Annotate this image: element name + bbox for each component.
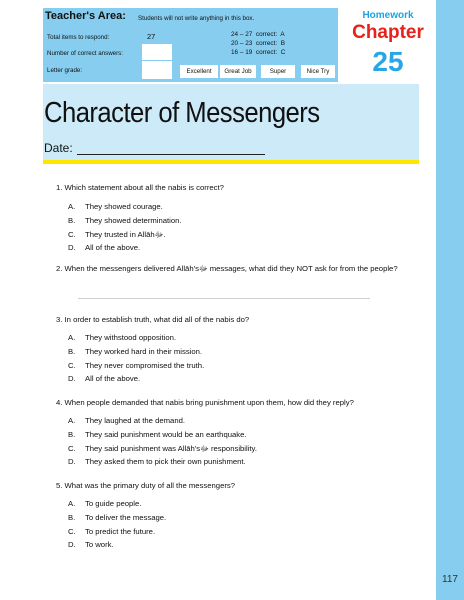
question-5: 5. What was the primary duty of all the messengers? bbox=[56, 481, 236, 490]
option-letter: D. bbox=[68, 457, 76, 466]
title-band bbox=[43, 84, 419, 160]
option-text[interactable]: To deliver the message. bbox=[85, 513, 167, 522]
question-1: 1. Which statement about all the nabis is correct? bbox=[56, 183, 224, 192]
option-text[interactable]: They never compromised the truth. bbox=[85, 361, 205, 370]
option-letter: A. bbox=[68, 499, 76, 508]
correct-answers-label: Number of correct answers: bbox=[47, 50, 123, 57]
option-text[interactable]: To predict the future. bbox=[85, 527, 156, 536]
date-label: Date: bbox=[44, 141, 73, 155]
date-input-line[interactable] bbox=[77, 154, 265, 155]
teacher-area bbox=[43, 8, 338, 82]
grade-scale-c: 16 – 19 correct: C bbox=[231, 49, 286, 56]
letter-grade-field[interactable] bbox=[142, 61, 172, 79]
correct-answers-field[interactable] bbox=[142, 44, 172, 60]
option-text[interactable]: They withstood opposition. bbox=[85, 333, 177, 342]
teacher-area-note: Students will not write anything in this box. bbox=[138, 15, 255, 22]
option-letter: A. bbox=[68, 202, 76, 211]
homework-label: Homework bbox=[362, 10, 414, 21]
chapter-label: Chapter bbox=[352, 22, 424, 43]
option-text[interactable]: To work. bbox=[85, 540, 114, 549]
total-items-value: 27 bbox=[147, 32, 156, 41]
teacher-area-title: Teacher's Area: bbox=[45, 10, 126, 22]
chapter-number: 25 bbox=[372, 46, 404, 77]
letter-grade-label: Letter grade: bbox=[47, 67, 83, 74]
grade-nice-try[interactable]: Nice Try bbox=[301, 65, 335, 78]
option-text[interactable]: They showed determination. bbox=[85, 216, 182, 225]
option-text[interactable]: They said punishment would be an earthquake. bbox=[85, 430, 247, 439]
page-title: Character of Messengers bbox=[44, 97, 320, 129]
option-text[interactable]: They showed courage. bbox=[85, 202, 163, 211]
option-text[interactable]: They trusted in Allāhﷻ. bbox=[85, 230, 166, 239]
option-letter: B. bbox=[68, 430, 76, 439]
grade-scale-b: 20 – 23 correct: B bbox=[231, 40, 285, 47]
option-text[interactable]: All of the above. bbox=[85, 243, 141, 252]
question-3: 3. In order to establish truth, what did all of the nabis do? bbox=[56, 315, 250, 324]
side-band bbox=[436, 0, 464, 600]
question-4: 4. When people demanded that nabis bring punishment upon them, how did they reply? bbox=[56, 398, 354, 407]
option-letter: B. bbox=[68, 216, 76, 225]
grade-scale-a: 24 – 27 correct: A bbox=[231, 31, 285, 38]
option-letter: C. bbox=[68, 230, 76, 239]
grade-super[interactable]: Super bbox=[261, 65, 295, 78]
option-text[interactable]: They said punishment was Allāh'sﷻ responsibility. bbox=[85, 444, 257, 453]
option-text[interactable]: They asked them to pick their own punishment. bbox=[85, 457, 246, 466]
option-letter: D. bbox=[68, 540, 76, 549]
title-underline bbox=[43, 160, 419, 164]
option-text[interactable]: They laughed at the demand. bbox=[85, 416, 186, 425]
option-text[interactable]: To guide people. bbox=[85, 499, 142, 508]
total-items-label: Total items to respond: bbox=[47, 34, 110, 41]
grade-great-job[interactable]: Great Job bbox=[220, 65, 256, 78]
question-2: 2. When the messengers delivered Allāh'sﷻ messages, what did they NOT ask for from the people? bbox=[56, 264, 398, 273]
option-letter: D. bbox=[68, 243, 76, 252]
option-letter: D. bbox=[68, 374, 76, 383]
option-letter: A. bbox=[68, 416, 76, 425]
answer-line[interactable] bbox=[78, 298, 370, 299]
option-letter: B. bbox=[68, 513, 76, 522]
option-letter: C. bbox=[68, 444, 76, 453]
grade-excellent[interactable]: Excellent bbox=[180, 65, 218, 78]
option-text[interactable]: All of the above. bbox=[85, 374, 141, 383]
option-text[interactable]: They worked hard in their mission. bbox=[85, 347, 203, 356]
option-letter: B. bbox=[68, 347, 76, 356]
option-letter: A. bbox=[68, 333, 76, 342]
option-letter: C. bbox=[68, 527, 76, 536]
option-letter: C. bbox=[68, 361, 76, 370]
page-number: 117 bbox=[442, 574, 458, 585]
